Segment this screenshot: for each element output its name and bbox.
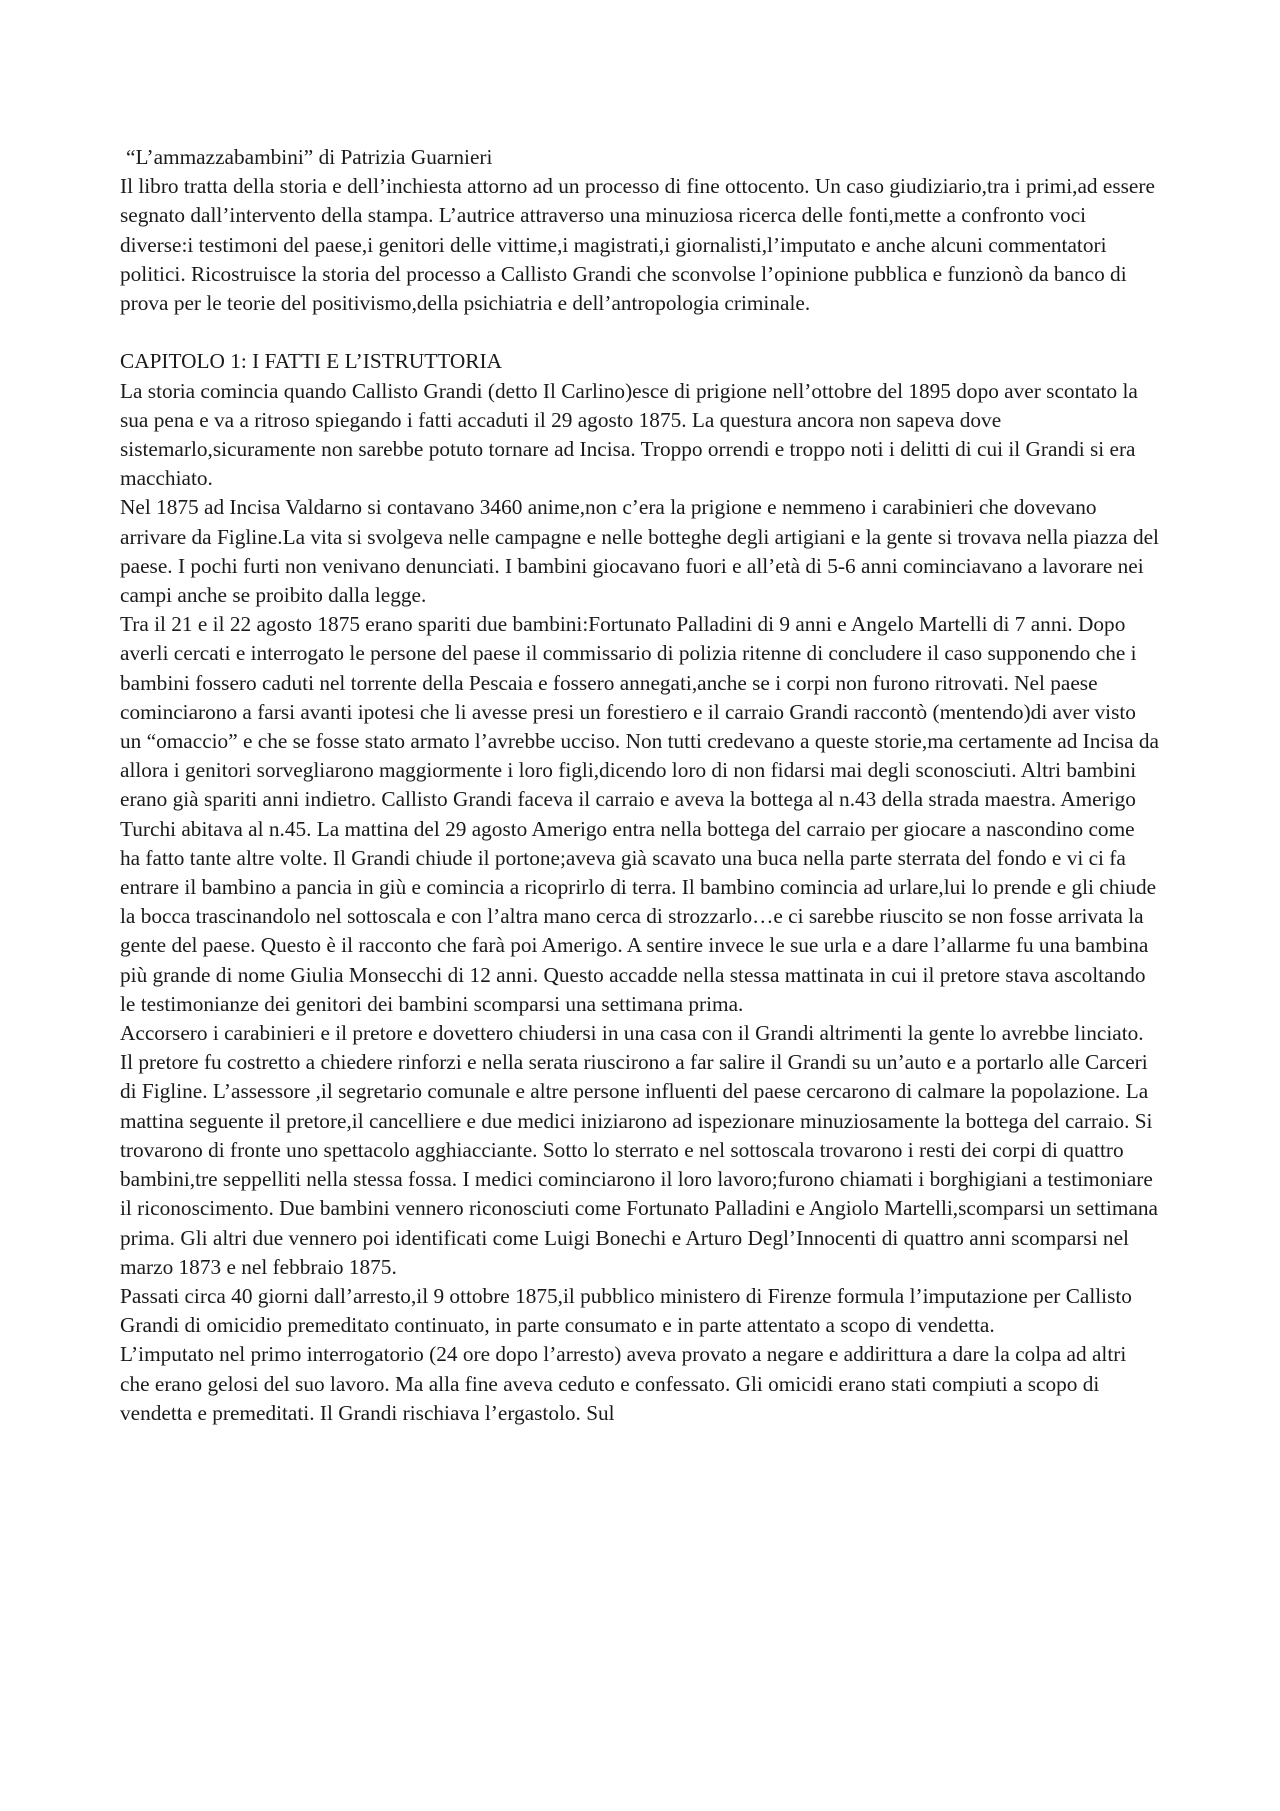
chapter-heading: CAPITOLO 1: I FATTI E L’ISTRUTTORIA [120, 349, 502, 374]
paragraph: Accorsero i carabinieri e il pretore e dovettero chiudersi in una casa con il Grandi altrimenti la gente lo avrebbe linciato. Il pretore fu costretto a chiedere rinforzi e nella serata riuscirono a far salire il Grandi su un’auto e a portarlo alle Carceri di Figline. L’assessore ,il segretario comunale e altre persone influenti del paese cercarono di calmare la popolazione. La mattina seguente il pretore,il cancelliere e due medici iniziarono ad ispezionare minuziosamente la bottega del carraio. Si trovarono di fronte uno spettacolo agghiacciante. Sotto lo sterrato e nel sottoscala trovarono i resti dei corpi di quattro bambini,tre seppelliti nella stessa fossa. I medici cominciarono il loro lavoro;furono chiamati i borghigiani a testimoniare il riconoscimento. Due bambini vennero riconosciuti come Fortunato Palladini e Angiolo Martelli,scomparsi un settimana prima. Gli altri due vennero poi identificati come Luigi Bonechi e Arturo Degl’Innocenti di quattro anni scomparsi nel marzo 1873 e nel febbraio 1875. [120, 1021, 1159, 1279]
paragraph: Tra il 21 e il 22 agosto 1875 erano spariti due bambini:Fortunato Palladini di 9 anni e Angelo Martelli di 7 anni. Dopo averli cercati e interrogato le persone del paese il commissario di polizia ritenne di concludere il caso supponendo che i bambini fossero caduti nel torrente della Pescaia e fossero annegati,anche se i corpi non furono ritrovati. Nel paese cominciarono a farsi avanti ipotesi che li avesse presi un forestiero e il carraio Grandi raccontò (mentendo)di aver visto un “omaccio” e che se fosse stato armato l’avrebbe ucciso. Non tutti credevano a queste storie,ma certamente ad Incisa da allora i genitori sorvegliarono maggiormente i loro figli,dicendo loro di non fidarsi mai degli sconosciuti. Altri bambini erano già spariti anni indietro. Callisto Grandi faceva il carraio e aveva la bottega al n.43 della strada maestra. Amerigo Turchi abitava al n.45. La mattina del 29 agosto Amerigo entra nella bottega del carraio per giocare a nascondino come ha fatto tante altre volte. Il Grandi chiude il portone;aveva già scavato una buca nella parte sterrata del fondo e vi ci fa entrare il bambino a pancia in giù e comincia a ricoprirlo di terra. Il bambino comincia ad urlare,lui lo prende e gli chiude la bocca trascinandolo nel sottoscala e con l’altra mano cerca di strozzarlo…e ci sarebbe riuscito se non fosse arrivata la gente del paese. Questo è il racconto che farà poi Amerigo. A sentire invece le sue urla e a dare l’allarme fu una bambina più grande di nome Giulia Monsecchi di 12 anni. Questo accadde nella stessa mattinata in cui il pretore stava ascoltando le testimonianze dei genitori dei bambini scomparsi una settimana prima. [120, 612, 1159, 1016]
document-page [120, 143, 1160, 1428]
paragraph: Nel 1875 ad Incisa Valdarno si contavano 3460 anime,non c’era la prigione e nemmeno i carabinieri che dovevano arrivare da Figline.La vita si svolgeva nelle campagne e nelle botteghe degli artigiani e la gente si trovava nella piazza del paese. I pochi furti non venivano denunciati. I bambini giocavano fuori e all’età di 5-6 anni cominciavano a lavorare nei campi anche se proibito dalla legge. [120, 495, 1159, 608]
blank-line [120, 318, 1160, 347]
intro-paragraph: Il libro tratta della storia e dell’inchiesta attorno ad un processo di fine ottocento. Un caso giudiziario,tra i primi,ad essere segnato dall’intervento della stampa. L’autrice attraverso una minuziosa ricerca delle fonti,mette a confronto voci diverse:i testimoni del paese,i genitori delle vittime,i magistrati,i giornalisti,l’imputato e anche alcuni commentatori politici. Ricostruisce la storia del processo a Callisto Grandi che sconvolse l’opinione pubblica e funzionò da banco di prova per le teorie del positivismo,della psichiatria e dell’antropologia criminale. [120, 174, 1155, 316]
document-title: “L’ammazzabambini” di Patrizia Guarnieri [126, 145, 493, 169]
paragraph: Passati circa 40 giorni dall’arresto,il 9 ottobre 1875,il pubblico ministero di Firenze formula l’imputazione per Callisto Grandi di omicidio premeditato continuato, in parte consumato e in parte attentato a scopo di vendetta. [120, 1283, 1132, 1338]
paragraph: L’imputato nel primo interrogatorio (24 ore dopo l’arresto) aveva provato a negare e addirittura a dare la colpa ad altri che erano gelosi del suo lavoro. Ma alla fine aveva ceduto e confessato. Gli omicidi erano stati compiuti a scopo di vendetta e premeditati. Il Grandi rischiava l’ergastolo. Sul [120, 1342, 1127, 1425]
paragraph: La storia comincia quando Callisto Grandi (detto Il Carlino)esce di prigione nell’ottobre del 1895 dopo aver scontato la sua pena e va a ritroso spiegando i fatti accaduti il 29 agosto 1875. La questura ancora non sapeva dove sistemarlo,sicuramente non sarebbe potuto tornare ad Incisa. Troppo orrendi e troppo noti i delitti di cui il Grandi si era macchiato. [120, 378, 1138, 491]
